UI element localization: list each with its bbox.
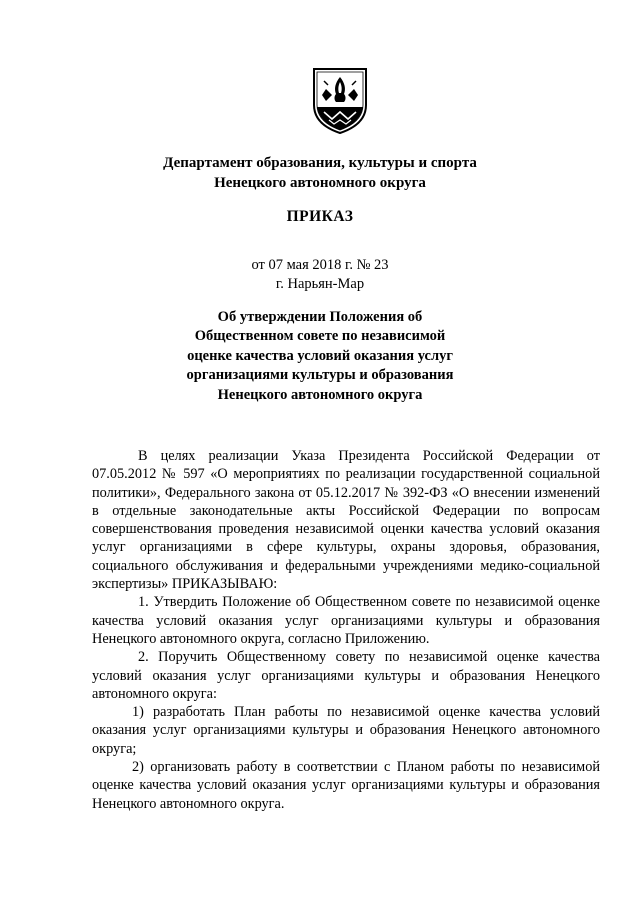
department-line: Ненецкого автономного округа: [214, 175, 426, 191]
document-type: ПРИКАЗ: [286, 208, 354, 225]
order-item-1: 1. Утвердить Положение об Общественном совете по независимой оценке качества условий оказания услуг организациями культуры и образования Ненецкого автономного округа, согласно Приложению.: [92, 594, 600, 647]
order-item-2: 2. Поручить Общественному совету по независимой оценке качества условий оказания услуг организациями культуры и образования Ненецкого автономного округа:: [92, 649, 600, 702]
department-line: Департамент образования, культуры и спорта: [163, 155, 477, 171]
order-subitem-2-2: 2) организовать работу в соответствии с Планом работы по независимой оценке качества условий оказания услуг организациями культуры и образования Ненецкого автономного округа.: [92, 759, 600, 812]
title-line: Ненецкого автономного округа: [217, 386, 423, 403]
document-body: [92, 447, 600, 813]
document-title: [0, 308, 640, 405]
order-subitem-2-1: 1) разработать План работы по независимой оценке качества условий оказания услуг организациями культуры и образования Ненецкого автономного округа;: [92, 704, 600, 757]
department-name: [0, 153, 640, 193]
document-date-number: от 07 мая 2018 г. № 23: [251, 257, 389, 273]
title-line: Об утверждении Положения об: [217, 309, 423, 325]
preamble-paragraph: В целях реализации Указа Президента Российской Федерации от 07.05.2012 № 597 «О мероприятиях по реализации государственной социальной политики», Федерального закона от 05.12.2017 № 392-ФЗ «О внесении изменений в отдельные законодательные акты Российской Федерации по вопросам совершенствования проведения независимой оценки качества условий оказания услуг организациями в сфере культуры, охраны здоровья, образования, социального обслуживания и федеральными учреждениями медико-социальной экспертизы» ПРИКАЗЫВАЮ:: [92, 448, 600, 593]
title-line: Общественном совете по независимой: [194, 328, 446, 345]
document-date-block: [0, 256, 640, 294]
title-line: организациями культуры и образования: [186, 367, 454, 384]
document-place: г. Нарьян-Мар: [275, 276, 365, 292]
nenets-coat-of-arms-icon: [312, 67, 368, 135]
title-line: оценке качества условий оказания услуг: [187, 347, 453, 364]
